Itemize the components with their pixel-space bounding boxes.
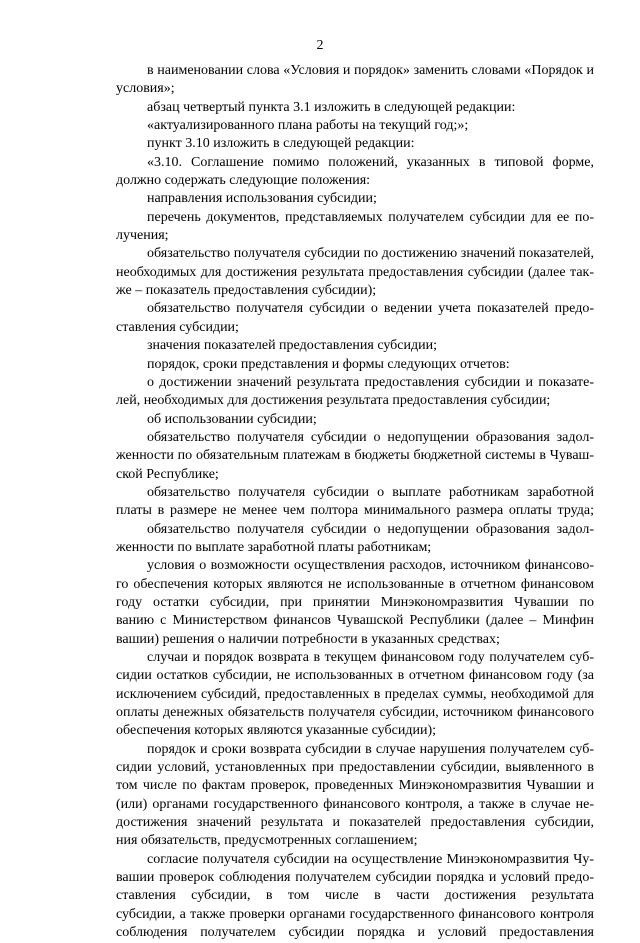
text-line: значения показателей предоставления субсидии;	[147, 338, 437, 354]
text-line: пункт 3.10 изложить в следующей редакции:	[147, 136, 415, 152]
text-line: «актуализированного плана работы на текущий год;»;	[147, 118, 469, 134]
text-line: же – показатель предоставления субсидии);	[116, 283, 377, 299]
text-line: обязательство получателя субсидии о недопущении образования задол-	[147, 429, 594, 445]
text-line: достижения значений результата и показателей предоставления субсидии,	[116, 815, 594, 831]
text-line: ставления субсидии;	[116, 319, 239, 335]
text-line: об использовании субсидии;	[147, 411, 317, 427]
text-line: в наименовании слова «Условия и порядок» заменить словами «Порядок и	[147, 63, 594, 78]
text-line: том числе по фактам проверок, проведенных Минэкономразвития Чувашии и	[116, 778, 594, 794]
text-line: женности по выплате заработной платы работникам;	[116, 539, 432, 555]
text-line: условия»;	[116, 81, 175, 97]
text-line: вашии) решения о наличии потребности в указанных средствах;	[116, 631, 500, 647]
text-line: условия о возможности осуществления расходов, источником финансово-	[147, 558, 594, 574]
text-line: «3.10. Соглашение помимо положений, указанных в типовой форме,	[147, 154, 594, 170]
text-line: исключением субсидий, предоставленных в пределах суммы, необходимой для	[116, 686, 594, 702]
text-line: сидии остатков субсидии, не использованных в отчетном финансовом году (за	[116, 668, 594, 684]
text-line: обязательство получателя субсидии о ведении учета показателей предо-	[147, 301, 594, 317]
text-line: году остатки субсидии, при принятии Минэкономразвития Чувашии по	[116, 594, 594, 610]
page-number: 2	[316, 38, 324, 53]
text-line: соблюдения получателем субсидии порядка и условий предоставления	[116, 925, 594, 941]
text-line: субсидии, а также проверки органами государственного финансового контроля	[116, 906, 594, 922]
text-line: обязательство получателя субсидии по достижению значений показателей,	[147, 246, 594, 262]
text-line: вашии проверок соблюдения получателем субсидии порядка и условий предо-	[116, 870, 594, 886]
text-line: обязательство получателя субсидии о недопущении образования задол-	[147, 521, 594, 537]
text-line: го обеспечения которых являются не использованные в отчетном финансовом	[116, 576, 594, 592]
text-line: направления использования субсидии;	[147, 191, 377, 207]
text-line: обеспечения которых являются указанные субсидии);	[116, 723, 436, 739]
text-line: согласие получателя субсидии на осуществление Минэкономразвития Чу-	[147, 851, 594, 867]
text-line: ской Республике;	[116, 466, 219, 482]
text-line: женности по обязательным платежам в бюджеты бюджетной системы в Чуваш-	[116, 448, 594, 464]
document-body	[116, 62, 594, 943]
text-line: порядок, сроки представления и формы следующих отчетов:	[147, 356, 510, 372]
text-line: оплаты денежных обязательств получателя субсидии, источником финансового	[116, 705, 594, 721]
text-line: ния обязательств, предусмотренных соглашением;	[116, 833, 418, 849]
text-line: абзац четвертый пункта 3.1 изложить в следующей редакции:	[147, 99, 516, 115]
text-line: сидии условий, установленных при предоставлении субсидии, выявленного в	[116, 760, 594, 776]
text-line: порядок и сроки возврата субсидии в случае нарушения получателем суб-	[147, 741, 594, 757]
text-line: лей, необходимых для достижения результата предоставления субсидии;	[116, 393, 551, 409]
text-line: перечень документов, представляемых получателем субсидии для ее по-	[147, 209, 594, 225]
text-line: ставления субсидии, в том числе в части достижения результата	[116, 888, 594, 904]
text-line: лучения;	[116, 228, 169, 244]
text-line: необходимых для достижения результата предоставления субсидии (далее так-	[116, 264, 594, 280]
text-line: обязательство получателя субсидии о выплате работникам заработной	[147, 484, 594, 500]
text-line: платы в размере не менее чем полтора минимального размера оплаты труда;	[116, 503, 594, 519]
text-line: (или) органами государственного финансового контроля, а также в случае не-	[116, 796, 594, 812]
text-line: о достижении значений результата предоставления субсидии и показате-	[147, 374, 594, 390]
text-line: случаи и порядок возврата в текущем финансовом году получателем суб-	[147, 650, 594, 665]
text-line: ванию с Министерством финансов Чувашской Республики (далее – Минфин	[116, 613, 594, 629]
text-line: должно содержать следующие положения:	[116, 173, 371, 189]
